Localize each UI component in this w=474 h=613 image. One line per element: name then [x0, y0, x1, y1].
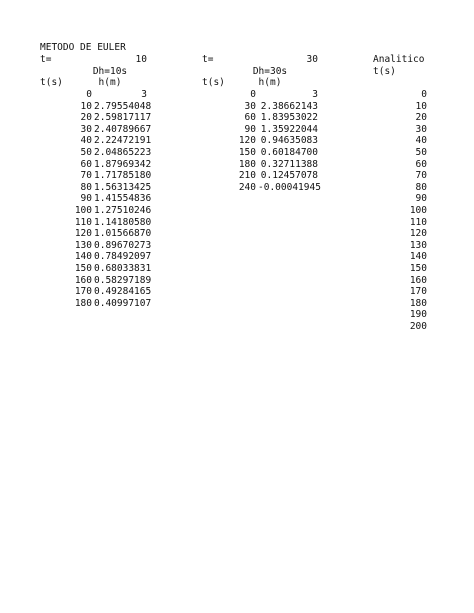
b1-t-cell: 130 [74, 239, 92, 251]
b3-t-cell: 70 [415, 170, 427, 182]
b3-t-cell: 100 [409, 205, 427, 216]
b2-h-cell: 1.83953022 [260, 112, 318, 124]
b1-t-cell: 160 [74, 274, 92, 286]
sheet-title: METODO DE EULER [40, 42, 126, 53]
b1-t-cell: 180 [74, 297, 92, 309]
b1-t-cell: 70 [80, 170, 92, 182]
b3-t-cell: 60 [415, 158, 427, 170]
b3-t-cell: 170 [409, 286, 427, 298]
b1-t-cell: 40 [80, 135, 92, 147]
b3-t-cell: 50 [415, 147, 427, 158]
b1-h-cell: 0.49284165 [94, 286, 152, 298]
b2-h-cell: 3 [312, 89, 318, 100]
b1-h-cell: 1.87969342 [94, 158, 152, 170]
b2-h-cell: 0.60184700 [260, 147, 318, 158]
b1-t-cell: 90 [80, 193, 92, 205]
b1-t-cell: 0 [86, 89, 92, 100]
b3-t-cell: 110 [409, 216, 427, 228]
b1-t-cell: 60 [80, 158, 92, 170]
b2-t-cell: 240 [238, 181, 256, 193]
b3-t-cell: 190 [409, 309, 427, 321]
b1-t-value: 10 [135, 54, 147, 65]
b1-h-cell: 2.79554048 [94, 100, 152, 112]
b1-col-t-header: t(s) [40, 77, 63, 88]
b1-t-cell: 30 [80, 123, 92, 135]
b2-h-cell: 1.35922044 [260, 123, 318, 135]
b1-h-cell: 3 [141, 89, 147, 100]
b2-t-label: t= [202, 54, 214, 65]
b1-h-cell: 2.40789667 [94, 123, 152, 135]
b1-h-cell: 0.78492097 [94, 251, 152, 263]
b2-h-cell: 0.32711388 [260, 158, 318, 170]
b2-t-cell: 180 [238, 158, 256, 170]
b1-t-cell: 140 [74, 251, 92, 263]
b1-t-cell: 150 [74, 263, 92, 274]
b3-t-cell: 80 [415, 181, 427, 193]
b2-t-cell: 90 [244, 123, 256, 135]
b3-title: Analitico [373, 54, 425, 65]
b2-t-cell: 0 [250, 89, 256, 100]
b2-t-cell: 150 [238, 147, 256, 158]
b2-t-cell: 210 [238, 170, 256, 182]
b3-t-cell: 90 [415, 193, 427, 205]
b2-t-cell: 30 [244, 100, 256, 112]
b3-t-cell: 200 [409, 321, 427, 332]
b2-t-value: 30 [306, 54, 318, 65]
b2-step-label: Dh=30s [252, 66, 288, 77]
b3-t-cell: 150 [409, 263, 427, 274]
b1-h-cell: 0.89670273 [94, 239, 152, 251]
b3-t-cell: 20 [415, 112, 427, 124]
b1-h-cell: 1.56313425 [94, 181, 152, 193]
b1-h-cell: 1.27510246 [94, 205, 152, 216]
b1-h-cell: 1.14180580 [94, 216, 152, 228]
b1-step-label: Dh=10s [92, 66, 128, 77]
b2-h-cell: 2.38662143 [260, 100, 318, 112]
b1-h-cell: 0.58297189 [94, 274, 152, 286]
b3-t-cell: 160 [409, 274, 427, 286]
b1-h-cell: 0.68033831 [94, 263, 152, 274]
b2-h-cell: 0.12457078 [260, 170, 318, 182]
b2-t-cell: 120 [238, 135, 256, 147]
b3-t-cell: 140 [409, 251, 427, 263]
b1-h-cell: 2.22472191 [94, 135, 152, 147]
b1-h-cell: 2.59817117 [94, 112, 152, 124]
b1-t-label: t= [40, 54, 52, 65]
b1-col-h-header: h(m) [98, 77, 122, 88]
b3-t-cell: 0 [421, 89, 427, 100]
b3-col-t-header: t(s) [373, 66, 396, 77]
b1-h-cell: 1.01566870 [94, 228, 152, 240]
b1-t-cell: 110 [74, 216, 92, 228]
b1-h-cell: 2.04865223 [94, 147, 152, 158]
b1-t-cell: 100 [74, 205, 92, 216]
b1-t-cell: 10 [80, 100, 92, 112]
b2-t-cell: 60 [244, 112, 256, 124]
b2-col-t-header: t(s) [202, 77, 225, 88]
b3-t-cell: 30 [415, 123, 427, 135]
b3-t-cell: 40 [415, 135, 427, 147]
b1-t-cell: 20 [80, 112, 92, 124]
b1-t-cell: 50 [80, 147, 92, 158]
b3-t-cell: 10 [415, 100, 427, 112]
b2-h-cell: 0.94635083 [260, 135, 318, 147]
b3-t-cell: 180 [409, 297, 427, 309]
b1-h-cell: 1.41554836 [94, 193, 152, 205]
b3-t-cell: 130 [409, 239, 427, 251]
b1-t-cell: 120 [74, 228, 92, 240]
b1-t-cell: 80 [80, 181, 92, 193]
b1-t-cell: 170 [74, 286, 92, 298]
b3-t-cell: 120 [409, 228, 427, 240]
b1-h-cell: 1.71785180 [94, 170, 152, 182]
b1-h-cell: 0.40997107 [94, 297, 152, 309]
b2-h-cell: -0.00041945 [258, 181, 321, 193]
b2-col-h-header: h(m) [258, 77, 282, 88]
